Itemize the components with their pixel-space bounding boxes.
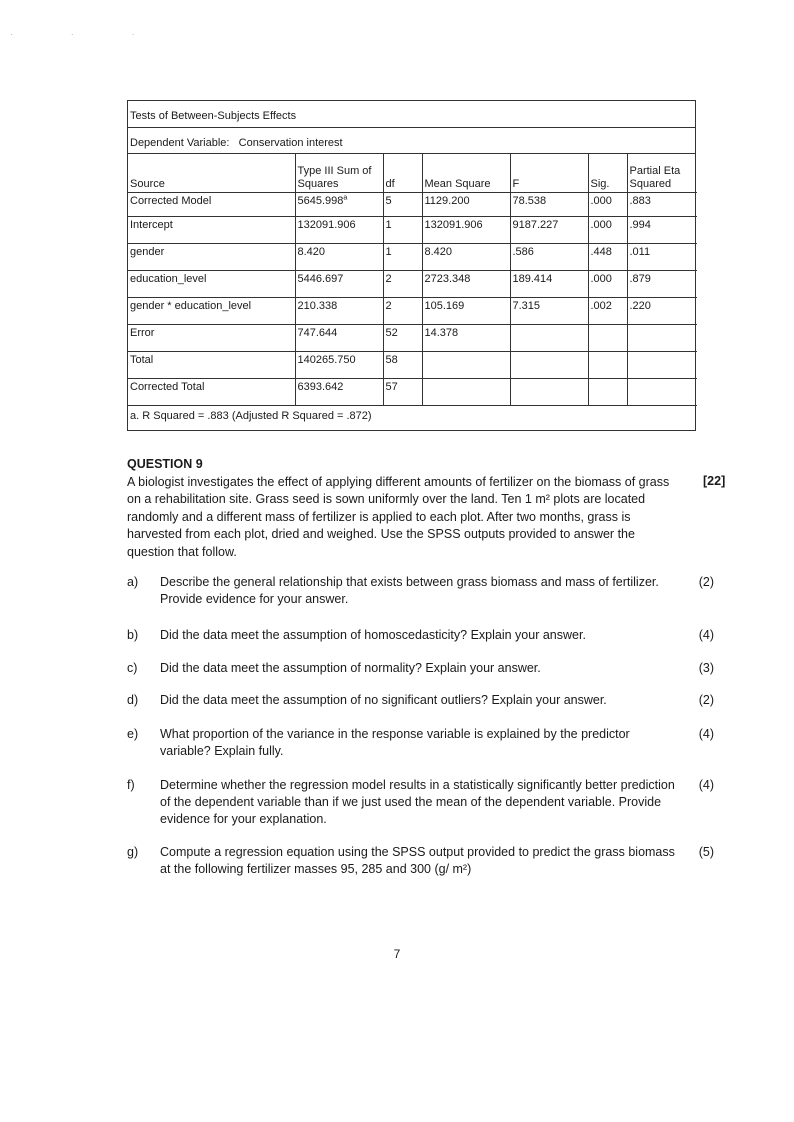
- total-marks: [22]: [703, 474, 726, 488]
- cell-df: 57: [383, 379, 422, 406]
- table-row: [128, 325, 697, 352]
- table-footnote: a. R Squared = .883 (Adjusted R Squared = .872): [130, 410, 372, 422]
- part-text: Did the data meet the assumption of normality? Explain your answer.: [160, 661, 541, 675]
- cell-sig: .000: [588, 217, 627, 244]
- cell-sig: [588, 352, 627, 379]
- cell-ms: [422, 379, 510, 406]
- cell-sig: .000: [588, 271, 627, 298]
- table-body: [128, 193, 697, 406]
- part-marks: (5): [698, 845, 714, 859]
- cell-eta: .883: [627, 193, 697, 217]
- cell-ms: 8.420: [422, 244, 510, 271]
- part-marks: (2): [698, 693, 714, 707]
- cell-eta: .879: [627, 271, 697, 298]
- cell-eta: [627, 352, 697, 379]
- cell-source: Error: [128, 325, 295, 352]
- cell-f: 78.538: [510, 193, 588, 217]
- cell-sig: .000: [588, 193, 627, 217]
- cell-f: [510, 325, 588, 352]
- dependent-variable-label: Dependent Variable:: [130, 137, 230, 149]
- header-cell: F: [510, 154, 588, 193]
- cell-source: Corrected Total: [128, 379, 295, 406]
- table-row: [128, 352, 697, 379]
- anova-table: [128, 154, 697, 406]
- cell-ss: 747.644: [295, 325, 383, 352]
- question-intro: A biologist investigates the effect of applying different amounts of fertilizer on the biomass of grass on a rehabilitation site. Grass seed is sown uniformly over the land. Ten 1 m² plots are located randomly and a different mass of fertilizer is applied to each plot. After two months, grass is harvested from each plot, dried and weighed. Use the SPSS outputs provided to answer the question that follow.: [127, 475, 670, 559]
- part-marks: (3): [698, 661, 714, 675]
- cell-ms: 105.169: [422, 298, 510, 325]
- cell-eta: [627, 325, 697, 352]
- cell-ms: 14.378: [422, 325, 510, 352]
- cell-ss: 140265.750: [295, 352, 383, 379]
- table-row: [128, 271, 697, 298]
- part-text: Compute a regression equation using the SPSS output provided to predict the grass biomass at the following fertilizer masses 95, 285 and 300 (g/ m²): [160, 845, 675, 877]
- header-row: [128, 154, 697, 193]
- part-marks: (4): [698, 727, 714, 741]
- header-cell: df: [383, 154, 422, 193]
- part-label: a): [127, 575, 139, 589]
- table-row: [128, 193, 697, 217]
- table-row: [128, 379, 697, 406]
- cell-ss: 5645.998$^a$: [295, 193, 383, 217]
- cell-source: Intercept: [128, 217, 295, 244]
- part-text: Did the data meet the assumption of homoscedasticity? Explain your answer.: [160, 628, 586, 642]
- table-row: [128, 217, 697, 244]
- footnote-marker: a: [343, 194, 348, 202]
- cell-ms: 2723.348: [422, 271, 510, 298]
- cell-eta: .994: [627, 217, 697, 244]
- part-label: d): [127, 693, 139, 707]
- part-marks: (2): [698, 575, 714, 589]
- spss-table-title: Tests of Between-Subjects Effects: [128, 101, 695, 128]
- part-label: e): [127, 727, 139, 741]
- part-label: f): [127, 778, 135, 792]
- cell-df: 2: [383, 271, 422, 298]
- table-row: [128, 298, 697, 325]
- part-text: Did the data meet the assumption of no significant outliers? Explain your answer.: [160, 693, 607, 707]
- header-cell: Source: [128, 154, 295, 193]
- cell-f: .586: [510, 244, 588, 271]
- cell-df: 58: [383, 352, 422, 379]
- part-label: g): [127, 845, 139, 859]
- cell-ms: 132091.906: [422, 217, 510, 244]
- cell-eta: [627, 379, 697, 406]
- question-title: QUESTION 9: [127, 457, 203, 471]
- header-cell: Sig.: [588, 154, 627, 193]
- part-text: Describe the general relationship that exists between grass biomass and mass of fertilizer. Provide evidence for your answer.: [160, 575, 659, 607]
- cell-f: [510, 352, 588, 379]
- part-marks: (4): [698, 628, 714, 642]
- cell-ss: 132091.906: [295, 217, 383, 244]
- cell-source: Corrected Model: [128, 193, 295, 217]
- part-text: Determine whether the regression model results in a statistically significantly better prediction of the dependent variable than if we just used the mean of the dependent variable. Provide evidence for your explanation.: [160, 778, 675, 827]
- cell-df: 5: [383, 193, 422, 217]
- part-label: c): [127, 661, 138, 675]
- cell-ss: 5446.697: [295, 271, 383, 298]
- cell-f: 189.414: [510, 271, 588, 298]
- dependent-variable-value: Conservation interest: [238, 137, 343, 149]
- cell-source: gender * education_level: [128, 298, 295, 325]
- cell-ss: 210.338: [295, 298, 383, 325]
- part-marks: (4): [698, 778, 714, 792]
- page-number: 7: [393, 947, 401, 961]
- cell-source: Total: [128, 352, 295, 379]
- cell-df: 52: [383, 325, 422, 352]
- cell-f: [510, 379, 588, 406]
- header-cell: Partial Eta Squared: [627, 154, 697, 193]
- cell-ss: 8.420: [295, 244, 383, 271]
- cell-source: gender: [128, 244, 295, 271]
- header-cell: Mean Square: [422, 154, 510, 193]
- cell-eta: .220: [627, 298, 697, 325]
- cell-df: 2: [383, 298, 422, 325]
- cell-sig: .002: [588, 298, 627, 325]
- cell-sig: [588, 325, 627, 352]
- dependent-variable-row: [128, 128, 695, 154]
- part-label: b): [127, 628, 139, 642]
- cell-sig: .448: [588, 244, 627, 271]
- cell-df: 1: [383, 244, 422, 271]
- spss-output-table: [127, 100, 696, 431]
- cell-ms: [422, 352, 510, 379]
- header-cell: Type III Sum of Squares: [295, 154, 383, 193]
- cell-eta: .011: [627, 244, 697, 271]
- cell-source: education_level: [128, 271, 295, 298]
- cell-ms: 1129.200: [422, 193, 510, 217]
- table-row: [128, 244, 697, 271]
- scan-specks: · · ·: [10, 30, 163, 39]
- cell-f: 9187.227: [510, 217, 588, 244]
- cell-ss: 6393.642: [295, 379, 383, 406]
- part-text: What proportion of the variance in the response variable is explained by the predictor variable? Explain fully.: [160, 727, 630, 759]
- cell-df: 1: [383, 217, 422, 244]
- cell-sig: [588, 379, 627, 406]
- cell-f: 7.315: [510, 298, 588, 325]
